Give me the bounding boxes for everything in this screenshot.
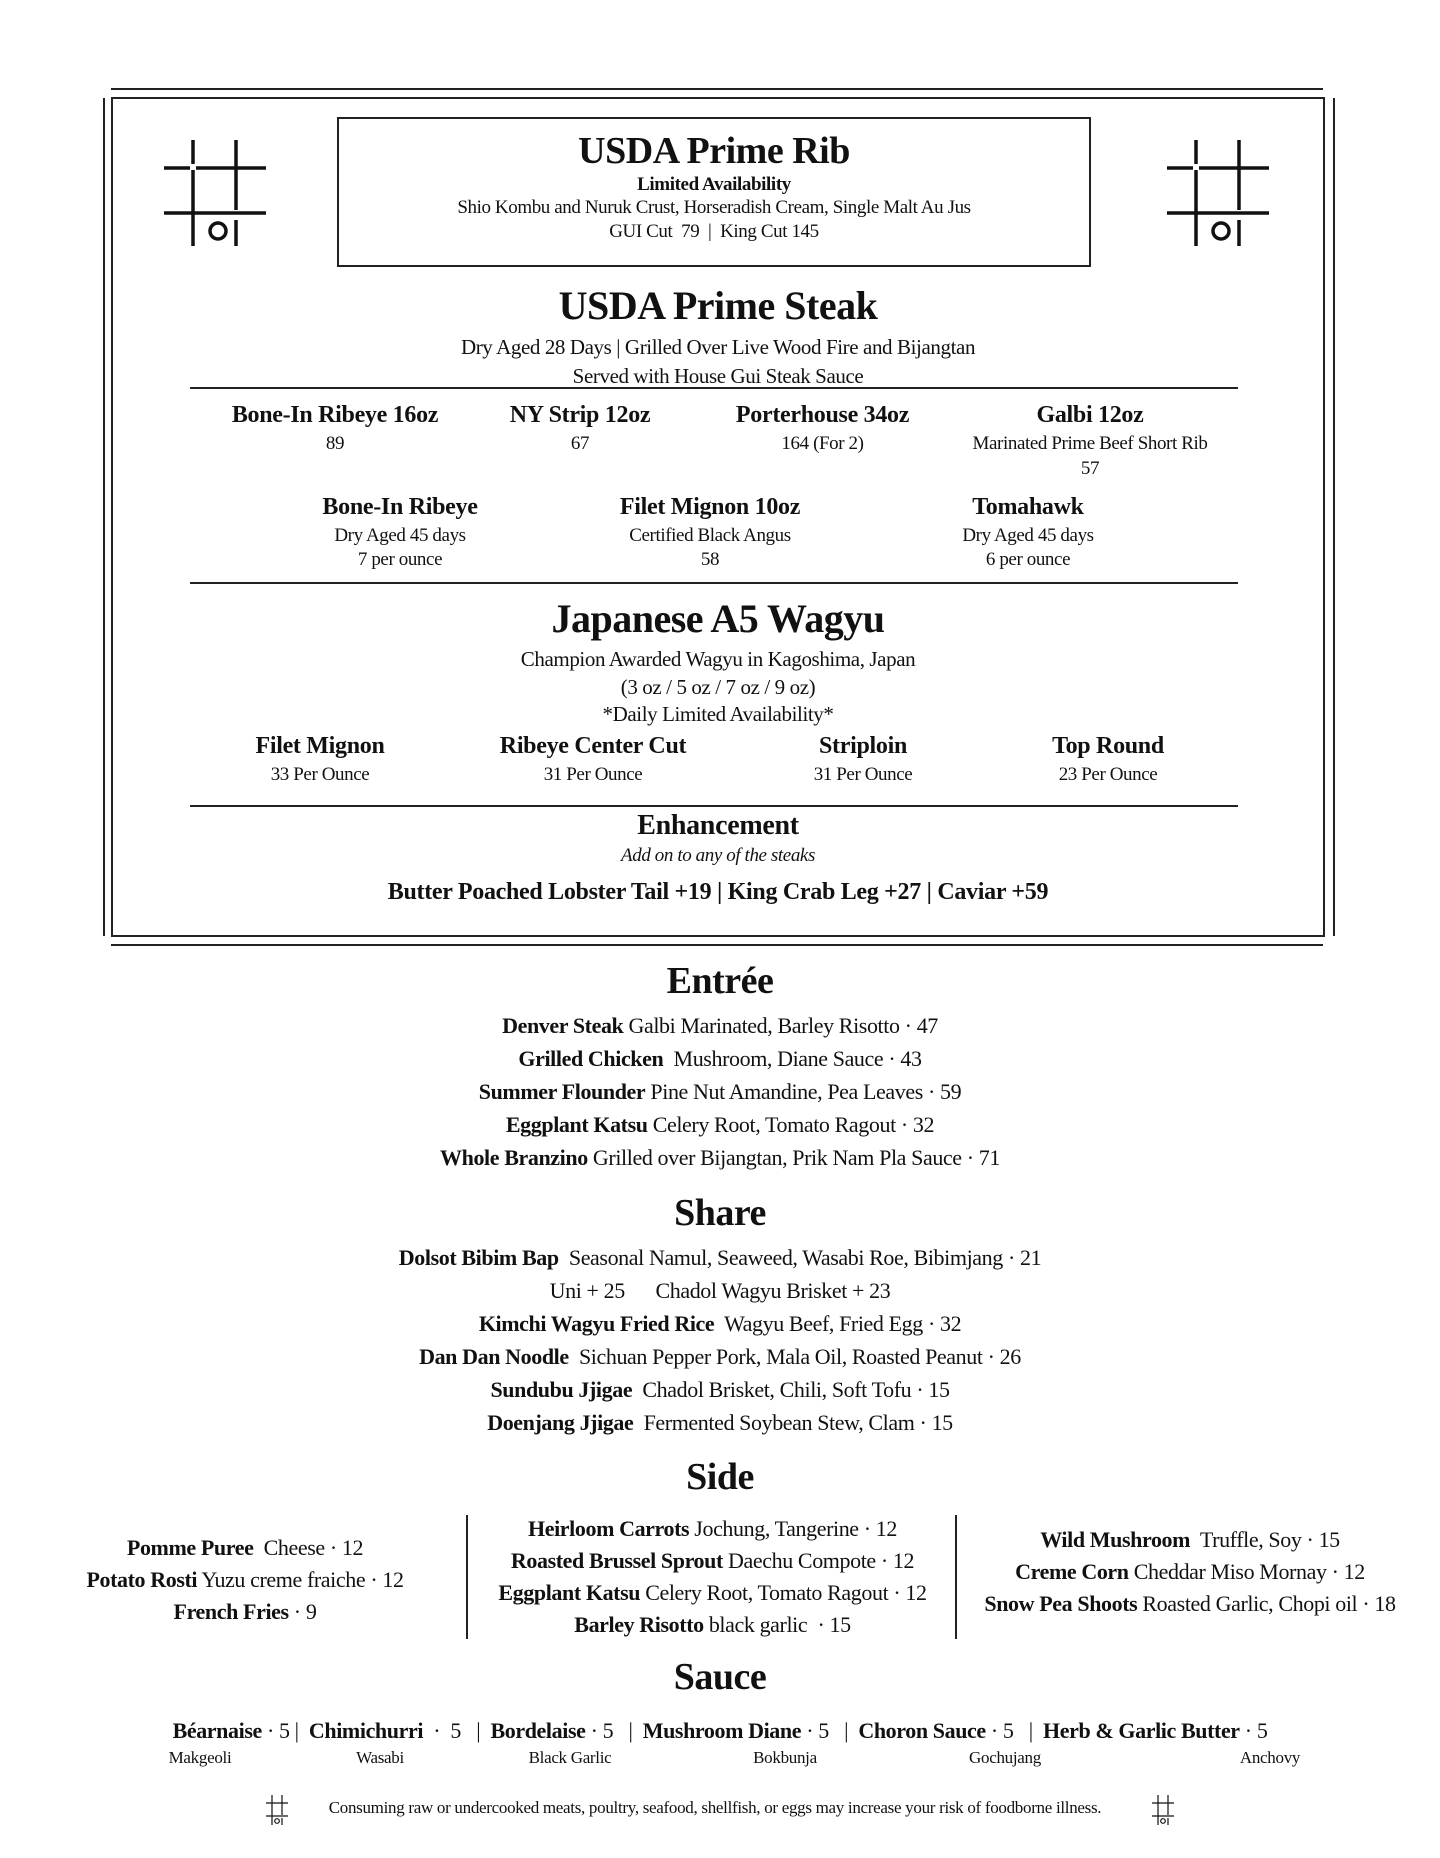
wagyu-title: Japanese A5 Wagyu [551, 596, 885, 641]
divider-steak-top [190, 387, 1238, 389]
steak-item [945, 399, 1235, 481]
menu-item [0, 1307, 1440, 1340]
share-title: Share [674, 1192, 766, 1234]
menu-item [470, 1609, 955, 1641]
wagyu-price: 33 Per Ounce [270, 764, 370, 785]
sauce-name: Choron Sauce [858, 1718, 986, 1743]
enhancement-subtitle: Add on to any of the steaks [621, 845, 815, 866]
sauce-name: Béarnaise [172, 1718, 262, 1743]
sauce-name: Chimichurri [308, 1718, 424, 1743]
sauce-item [858, 1716, 1043, 1746]
item-description: Daechu Compote · 12 [722, 1548, 915, 1573]
prime-rib-prices: GUI Cut 79 | King Cut 145 [609, 221, 819, 242]
entree-title: Entrée [666, 960, 774, 1002]
item-name: Potato Rosti [86, 1567, 198, 1592]
side-divider-left [466, 1515, 468, 1639]
item-name: Pomme Puree [126, 1535, 254, 1560]
sauce-price: · 5 | [423, 1718, 481, 1743]
sauce-header [0, 1652, 1440, 1702]
steak-price: 67 [570, 433, 590, 454]
item-name: Denver Steak [502, 1013, 624, 1038]
sauce-note: Black Garlic [528, 1748, 612, 1767]
sauce-item [643, 1716, 859, 1746]
prime-steak-header [111, 280, 1325, 390]
steak-price: 89 [325, 433, 345, 454]
divider-steak-bottom [190, 582, 1238, 584]
wagyu-line1: Champion Awarded Wagyu in Kagoshima, Japan [520, 647, 916, 671]
steak-price: 7 per ounce [357, 549, 443, 570]
side-divider-right [955, 1515, 957, 1639]
sauce-price: · 5 | [585, 1718, 633, 1743]
steak-description: Dry Aged 45 days [334, 525, 466, 546]
item-name: Summer Flounder [478, 1079, 646, 1104]
item-description: Wagyu Beef, Fried Egg · 32 [714, 1311, 962, 1336]
item-name: Eggplant Katsu [498, 1580, 641, 1605]
steak-price: 164 (For 2) [781, 433, 864, 454]
foodborne-illness-disclaimer: Consuming raw or undercooked meats, poultry, seafood, shellfish, or eggs may increase your risk of foodborne illness. [328, 1798, 1102, 1817]
steak-item [908, 491, 1148, 572]
prime-rib-section [337, 128, 1091, 244]
menu-item [0, 1141, 1440, 1174]
menu-item [470, 1513, 955, 1545]
steak-item [700, 399, 945, 457]
menu-item [60, 1532, 430, 1564]
item-name: Wild Mushroom [1040, 1527, 1191, 1552]
menu-item [470, 1577, 955, 1609]
item-name: Heirloom Carrots [528, 1516, 690, 1541]
sauce-name: Bordelaise [490, 1718, 586, 1743]
sauce-item [490, 1716, 642, 1746]
item-name: Creme Corn [1015, 1559, 1129, 1584]
item-description: Cheese · 12 [253, 1535, 364, 1560]
enhancement-title: Enhancement [637, 810, 799, 841]
restaurant-logo-right-icon [1163, 138, 1273, 248]
item-description: Mushroom, Diane Sauce · 43 [663, 1046, 922, 1071]
menu-item [0, 1009, 1440, 1042]
menu-item [0, 1108, 1440, 1141]
item-name: Roasted Brussel Sprout [510, 1548, 723, 1573]
item-description: Chadol Brisket, Chili, Soft Tofu · 15 [632, 1377, 950, 1402]
item-description: Pine Nut Amandine, Pea Leaves · 59 [645, 1079, 962, 1104]
prime-steak-title: USDA Prime Steak [558, 283, 878, 328]
steak-item [280, 491, 520, 572]
steak-description: Dry Aged 45 days [962, 525, 1094, 546]
prime-steak-line2: Served with House Gui Steak Sauce [572, 364, 864, 388]
item-name: Kimchi Wagyu Fried Rice [478, 1311, 715, 1336]
sauce-name: Mushroom Diane [642, 1718, 802, 1743]
wagyu-item [743, 730, 983, 788]
wagyu-name: Striploin [819, 733, 907, 759]
steak-name: Bone-In Ribeye [322, 494, 478, 520]
share-section [0, 1188, 1440, 1439]
item-name: Doenjang Jjigae [487, 1410, 634, 1435]
wagyu-price: 23 Per Ounce [1058, 764, 1158, 785]
steak-item [580, 491, 840, 572]
prime-rib-description: Shio Kombu and Nuruk Crust, Horseradish Cream, Single Malt Au Jus [457, 197, 971, 218]
menu-item [0, 1241, 1440, 1274]
item-description: Galbi Marinated, Barley Risotto · 47 [623, 1013, 938, 1038]
item-description: Roasted Garlic, Chopi oil · 18 [1137, 1591, 1396, 1616]
item-name: Snow Pea Shoots [984, 1591, 1138, 1616]
prime-rib-subtitle: Limited Availability [637, 174, 791, 195]
prime-rib-title: USDA Prime Rib [578, 130, 850, 172]
wagyu-price: 31 Per Ounce [543, 764, 643, 785]
wagyu-header [111, 593, 1325, 728]
enhancement-items: Butter Poached Lobster Tail +19 | King Crab Leg +27 | Caviar +59 [387, 879, 1049, 905]
menu-item-addons [0, 1274, 1440, 1307]
item-description: Yuzu creme fraiche · 12 [197, 1567, 404, 1592]
steak-price: 58 [700, 549, 720, 570]
entree-section [0, 956, 1440, 1174]
item-description: Fermented Soybean Stew, Clam · 15 [633, 1410, 953, 1435]
steak-price: 57 [1080, 458, 1100, 479]
steak-name: Tomahawk [972, 494, 1084, 520]
wagyu-price: 31 Per Ounce [813, 764, 913, 785]
wagyu-name: Filet Mignon [255, 733, 385, 759]
steak-name: NY Strip 12oz [509, 402, 651, 428]
wagyu-name: Ribeye Center Cut [499, 733, 687, 759]
sauce-price: · 5 | [985, 1718, 1033, 1743]
menu-item [470, 1545, 955, 1577]
sauce-item [1043, 1716, 1267, 1746]
sauce-item [309, 1716, 491, 1746]
enhancement-section [111, 808, 1325, 916]
steak-name: Bone-In Ribeye 16oz [231, 402, 439, 428]
sauce-item [173, 1716, 309, 1746]
restaurant-logo-small-left-icon [265, 1794, 289, 1826]
menu-item [0, 1373, 1440, 1406]
menu-item [960, 1524, 1420, 1556]
sauce-title: Sauce [673, 1656, 767, 1698]
wagyu-item [463, 730, 723, 788]
divider-wagyu-bottom [190, 805, 1238, 807]
sauce-name: Herb & Garlic Butter [1043, 1718, 1240, 1743]
item-description: Sichuan Pepper Pork, Mala Oil, Roasted Peanut · 26 [568, 1344, 1021, 1369]
side-column-3 [960, 1524, 1420, 1620]
side-header [0, 1452, 1440, 1502]
wagyu-item [988, 730, 1228, 788]
side-column-1 [60, 1532, 430, 1628]
side-title: Side [686, 1456, 754, 1498]
item-name: Eggplant Katsu [505, 1112, 648, 1137]
sauce-note: Makgeoli [168, 1748, 232, 1767]
side-column-2 [470, 1513, 955, 1641]
item-name: French Fries [173, 1599, 289, 1624]
item-name: Sundubu Jjigae [490, 1377, 633, 1402]
item-description: Truffle, Soy · 15 [1190, 1527, 1340, 1552]
steak-item [460, 399, 700, 457]
steak-item [190, 399, 480, 457]
item-description: black garlic · 15 [703, 1612, 851, 1637]
prime-steak-line1: Dry Aged 28 Days | Grilled Over Live Wood Fire and Bijangtan [460, 335, 976, 359]
item-description: Celery Root, Tomato Ragout · 12 [640, 1580, 927, 1605]
menu-item [0, 1340, 1440, 1373]
item-description: · 9 [288, 1599, 317, 1624]
frame-left-outer-line [103, 98, 105, 936]
steak-description: Marinated Prime Beef Short Rib [972, 433, 1208, 454]
item-description: Celery Root, Tomato Ragout · 32 [647, 1112, 935, 1137]
menu-item [0, 1075, 1440, 1108]
frame-right-outer-line [1333, 98, 1335, 936]
frame-bottom-outer-line [111, 944, 1323, 946]
item-description: Cheddar Miso Mornay · 12 [1128, 1559, 1365, 1584]
sauce-list [0, 1716, 1440, 1746]
menu-item [960, 1556, 1420, 1588]
item-description: Seasonal Namul, Seaweed, Wasabi Roe, Bibimjang · 21 [558, 1245, 1042, 1270]
menu-item [60, 1596, 430, 1628]
item-description: Uni + 25 Chadol Wagyu Brisket + 23 [549, 1278, 891, 1303]
steak-name: Galbi 12oz [1036, 402, 1144, 428]
steak-price: 6 per ounce [985, 549, 1071, 570]
wagyu-name: Top Round [1052, 733, 1164, 759]
menu-item [0, 1406, 1440, 1439]
wagyu-line3: *Daily Limited Availability* [602, 702, 834, 726]
item-name: Whole Branzino [440, 1145, 588, 1170]
item-name: Grilled Chicken [518, 1046, 664, 1071]
sauce-note: Gochujang [969, 1748, 1041, 1767]
restaurant-logo-left-icon [160, 138, 270, 248]
sauce-price: · 5 | [801, 1718, 849, 1743]
steak-name: Porterhouse 34oz [735, 402, 910, 428]
item-name: Dolsot Bibim Bap [398, 1245, 559, 1270]
wagyu-item [200, 730, 440, 788]
wagyu-line2: (3 oz / 5 oz / 7 oz / 9 oz) [620, 675, 816, 699]
sauce-note: Bokbunja [753, 1748, 817, 1767]
item-description: Grilled over Bijangtan, Prik Nam Pla Sauce · 71 [587, 1145, 1000, 1170]
menu-item [60, 1564, 430, 1596]
frame-top-outer-line [111, 88, 1323, 90]
menu-item [960, 1588, 1420, 1620]
restaurant-logo-small-right-icon [1151, 1794, 1175, 1826]
menu-item [0, 1042, 1440, 1075]
item-name: Barley Risotto [574, 1612, 704, 1637]
sauce-note: Anchovy [1239, 1748, 1301, 1767]
sauce-note: Wasabi [356, 1748, 404, 1767]
sauce-price: · 5 | [261, 1718, 299, 1743]
item-name: Dan Dan Noodle [419, 1344, 569, 1369]
item-description: Jochung, Tangerine · 12 [689, 1516, 897, 1541]
sauce-price: · 5 [1239, 1718, 1268, 1743]
steak-name: Filet Mignon 10oz [619, 494, 801, 520]
steak-description: Certified Black Angus [629, 525, 791, 546]
